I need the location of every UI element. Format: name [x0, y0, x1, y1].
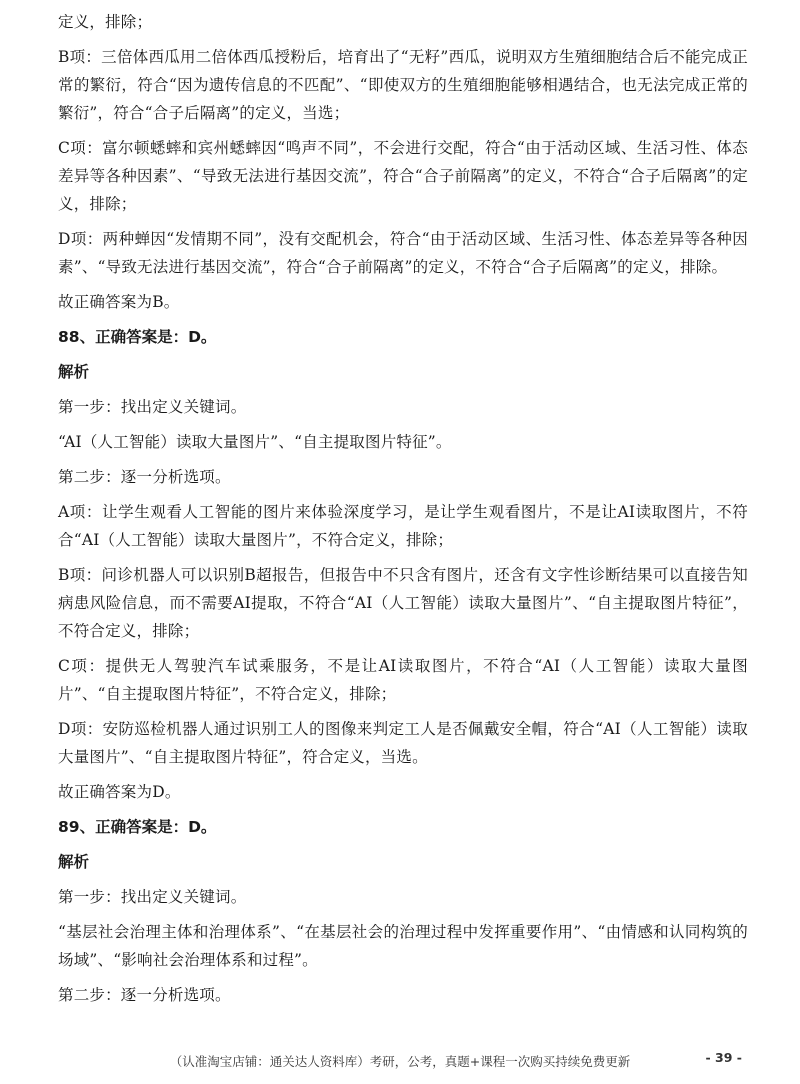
- section-heading: 89、正确答案是：D。: [58, 818, 217, 836]
- paragraph: 定义，排除；: [58, 13, 153, 31]
- paragraph: C项：富尔顿蟋蟀和宾州蟋蟀因“鸣声不同”，不会进行交配，符合“由于活动区域、生活习性、体态差异等各种因素”、“导致无法进行基因交流”，符合“合子前隔离”的定义，不符合“合子后隔离”的定义，排除；: [58, 139, 748, 213]
- section-heading: 解析: [58, 853, 90, 871]
- footer-note: （认准淘宝店铺：通关达人资料库）考研，公考，真题+课程一次购买持续免费更新: [169, 1054, 631, 1069]
- page-footer: [0, 1050, 800, 1074]
- section-heading: 88、正确答案是：D。: [58, 328, 217, 346]
- paragraph: 第二步：逐一分析选项。: [58, 468, 231, 486]
- paragraph: D项：安防巡检机器人通过识别工人的图像来判定工人是否佩戴安全帽，符合“AI（人工智能）读取大量图片”、“自主提取图片特征”，符合定义，当选。: [58, 720, 748, 766]
- paragraph: A项：让学生观看人工智能的图片来体验深度学习，是让学生观看图片，不是让AI读取图片，不符合“AI（人工智能）读取大量图片”，不符合定义，排除；: [58, 503, 748, 549]
- section-heading: 解析: [58, 363, 90, 381]
- paragraph: 故正确答案为D。: [58, 783, 181, 801]
- paragraph: D项：两种蝉因“发情期不同”，没有交配机会，符合“由于活动区域、生活习性、体态差异等各种因素”、“导致无法进行基因交流”，符合“合子前隔离”的定义，不符合“合子后隔离”的定义，排除。: [58, 230, 748, 276]
- paragraph: 第二步：逐一分析选项。: [58, 986, 231, 1004]
- page-number: - 39 -: [705, 1050, 742, 1065]
- paragraph: “AI（人工智能）读取大量图片”、“自主提取图片特征”。: [58, 433, 452, 451]
- paragraph: “基层社会治理主体和治理体系”、“在基层社会的治理过程中发挥重要作用”、“由情感和认同构筑的场域”、“影响社会治理体系和过程”。: [58, 923, 748, 969]
- paragraph: 第一步：找出定义关键词。: [58, 398, 247, 416]
- paragraph: C项：提供无人驾驶汽车试乘服务，不是让AI读取图片，不符合“AI（人工智能）读取大量图片”、“自主提取图片特征”，不符合定义，排除；: [58, 657, 748, 703]
- paragraph: 故正确答案为B。: [58, 293, 180, 311]
- document-body: [58, 8, 748, 1016]
- paragraph: 第一步：找出定义关键词。: [58, 888, 247, 906]
- paragraph: B项：三倍体西瓜用二倍体西瓜授粉后，培育出了“无籽”西瓜，说明双方生殖细胞结合后不能完成正常的繁衍，符合“因为遗传信息的不匹配”、“即使双方的生殖细胞能够相遇结合，也无法完成正常的繁衍”，符合“合子后隔离”的定义，当选；: [58, 48, 748, 122]
- paragraph: B项：问诊机器人可以识别B超报告，但报告中不只含有图片，还含有文字性诊断结果可以直接告知病患风险信息，而不需要AI提取，不符合“AI（人工智能）读取大量图片”、“自主提取图片特征”，不符合定义，排除；: [58, 566, 748, 640]
